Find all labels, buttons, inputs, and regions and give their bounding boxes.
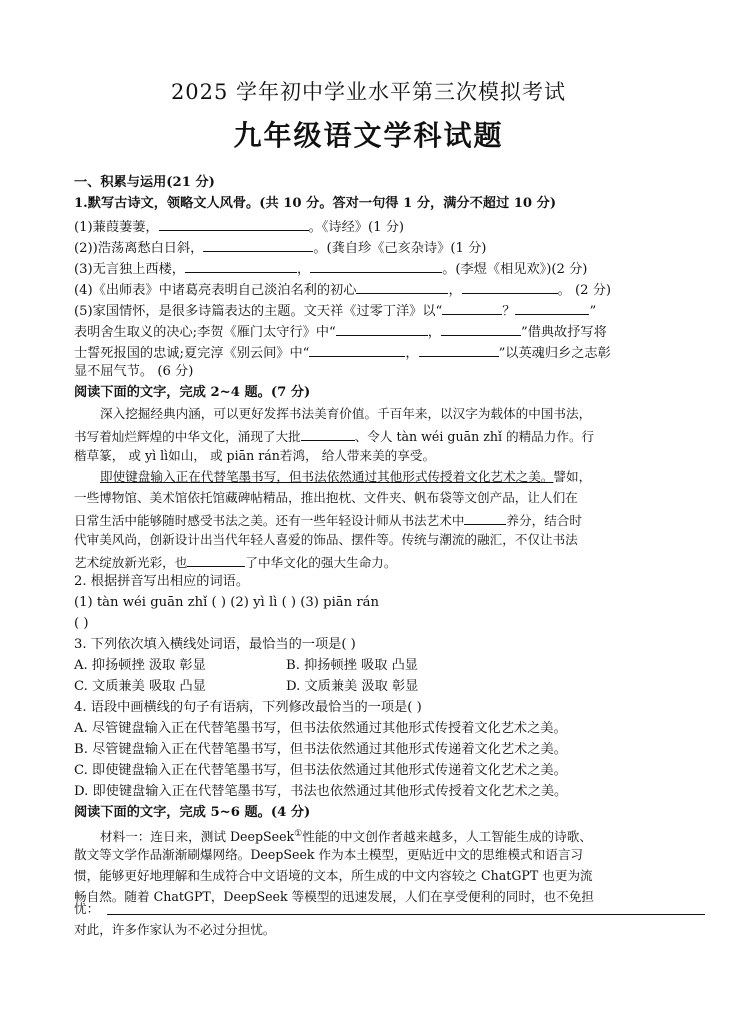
reading-2-title: 阅读下面的文字，完成 5~6 题。(4 分) (74, 805, 311, 820)
answer-blank (336, 321, 428, 336)
passage-line: 一些博物馆、美术馆依托馆藏碑帖精品，推出抱枕、文件夹、帆布袋等文创产品，让人们在 (74, 490, 578, 505)
answer-blank (441, 321, 521, 336)
option-a: A. 抑扬顿挫 汲取 彰显 (74, 658, 206, 673)
option-c: C. 文质兼美 吸取 凸显 (74, 679, 206, 694)
question-1-title: 1.默写古诗文，领略文人风骨。(共 10 分。答对一句得 1 分，满分不超过 10 分) (74, 196, 557, 211)
footnote-marker: ① (294, 829, 303, 839)
answer-blank (419, 342, 499, 357)
q1-item-5-line-3: 士誓死报国的忠诚;夏完淳《别云间》中“ ， ”以英魂归乡之志彰 (74, 342, 611, 363)
answer-blank (185, 258, 297, 273)
q1-item-4: (4)《出师表》中诸葛亮表明自己淡泊名利的初心 ， 。 (2 分) (74, 279, 611, 300)
option-d: D. 即使键盘输入正在代替笔墨书写，书法也依然通过其他形式传授着文化艺术之美。 (74, 784, 568, 799)
passage-line: 对此，许多作家认为不必过分担忧。 (74, 922, 276, 937)
passage-line: 代审美风尚，创新设计出当代年轻人喜爱的饰品、摆件等。传统与潮流的融汇，不仅让书法 (74, 532, 578, 547)
exam-subtitle: 九年级语文学科试题 (233, 119, 504, 152)
q1-item-1: (1)蒹葭萋萋， 。《诗经》(1 分) (74, 216, 404, 237)
passage-line: 书写着灿烂辉煌的中华文化，涌现了大批 、令人 tàn wéi guān zhǐ 的精品力作。行 (74, 426, 594, 446)
question-2-line-2: ( ) (74, 616, 89, 631)
q1-item-5-line-1: (5)家国情怀，是很多诗篇表达的主题。文天祥《过零丁洋》以“ ？ ” (74, 300, 596, 321)
question-2-title: 2. 根据拼音写出相应的词语。 (74, 574, 250, 589)
answer-blank-long (107, 913, 705, 915)
exam-title: 2025 学年初中学业水平第三次模拟考试 (170, 80, 567, 104)
answer-blank (203, 237, 313, 252)
option-a: A. 尽管键盘输入正在代替笔墨书写，但书法依然通过其他形式传授着文化艺术之美。 (74, 721, 567, 736)
underlined-sentence: 即使键盘输入正在代替笔墨书写，但书法依然通过其他形式传授着文化艺术之美。 (100, 469, 554, 484)
option-b: B. 尽管键盘输入正在代替笔墨书写，但书法依然通过其他形式传递着文化艺术之美。 (74, 742, 567, 757)
passage-line: 材料一：连日来，测试 DeepSeek①性能的中文创作者越来越多，人工智能生成的诗歌、 (100, 829, 592, 845)
reading-1-title: 阅读下面的文字，完成 2~4 题。(7 分) (74, 385, 311, 400)
question-4-title: 4. 语段中画横线的句子有语病，下列修改最恰当的一项是( ) (74, 700, 422, 715)
answer-blank (515, 300, 589, 315)
passage-line: 畅自然。随着 ChatGPT，DeepSeek 等模型的迅速发展，人们在享受便利的同时，也不免担 (74, 889, 594, 904)
section-heading: 一、积累与运用(21 分) (74, 175, 215, 190)
passage-line: 艺术绽放新光彩，也 了中华文化的强大生命力。 (74, 552, 396, 572)
passage-line: 忧： (74, 901, 100, 916)
answer-blank (462, 279, 558, 294)
q1-item-5-line-2: 表明舍生取义的决心;李贺《雁门太守行》中“ ， ”借典故抒写将 (74, 321, 607, 342)
option-d: D. 文质兼美 汲取 彰显 (286, 679, 419, 694)
passage-line: 即使键盘输入正在代替笔墨书写，但书法依然通过其他形式传授着文化艺术之美。譬如， (100, 469, 592, 484)
option-c: C. 即使键盘输入正在代替笔墨书写，但书法依然通过其他形式传递着文化艺术之美。 (74, 763, 567, 778)
q1-item-2: (2))浩荡离愁白日斜， 。(龚自珍《己亥杂诗》(1 分) (74, 237, 486, 258)
fill-blank (187, 552, 245, 567)
q1-item-5-line-4: 显不屈气节。 (6 分) (74, 364, 194, 379)
passage-line: 惯，能够更好地理解和生成符合中文语境的文本，所生成的中文内容较之 ChatGPT 也更为流 (74, 868, 593, 883)
answer-blank (159, 216, 309, 231)
question-3-title: 3. 下列依次填入横线处词语，最恰当的一项是( ) (74, 637, 356, 652)
option-b: B. 抑扬顿挫 吸取 凸显 (286, 658, 418, 673)
answer-blank (309, 342, 405, 357)
q1-item-3: (3)无言独上西楼， ， 。(李煜《相见欢》)(2 分) (74, 258, 587, 279)
passage-line: 楷草篆， 或 yì lì如山， 或 piān rán若鸿， 给人带来美的享受。 (74, 448, 436, 463)
answer-blank (356, 279, 448, 294)
fill-blank (301, 426, 355, 441)
answer-blank (310, 258, 442, 273)
answer-blank (442, 300, 502, 315)
passage-line: 深入挖掘经典内涵，可以更好发挥书法美育价值。千百年来，以汉字为载体的中国书法， (100, 406, 592, 421)
passage-line: 日常生活中能够随时感受书法之美。还有一些年轻设计师从书法艺术中 养分，结合时 (74, 510, 582, 530)
question-2-line-1: (1) tàn wéi guān zhǐ ( ) (2) yì lì ( ) (3) piān rán (74, 595, 379, 610)
passage-line: 散文等文学作品渐渐刷爆网络。DeepSeek 作为本土模型，更贴近中文的思维模式和语言习 (74, 847, 584, 862)
fill-blank (464, 510, 506, 525)
